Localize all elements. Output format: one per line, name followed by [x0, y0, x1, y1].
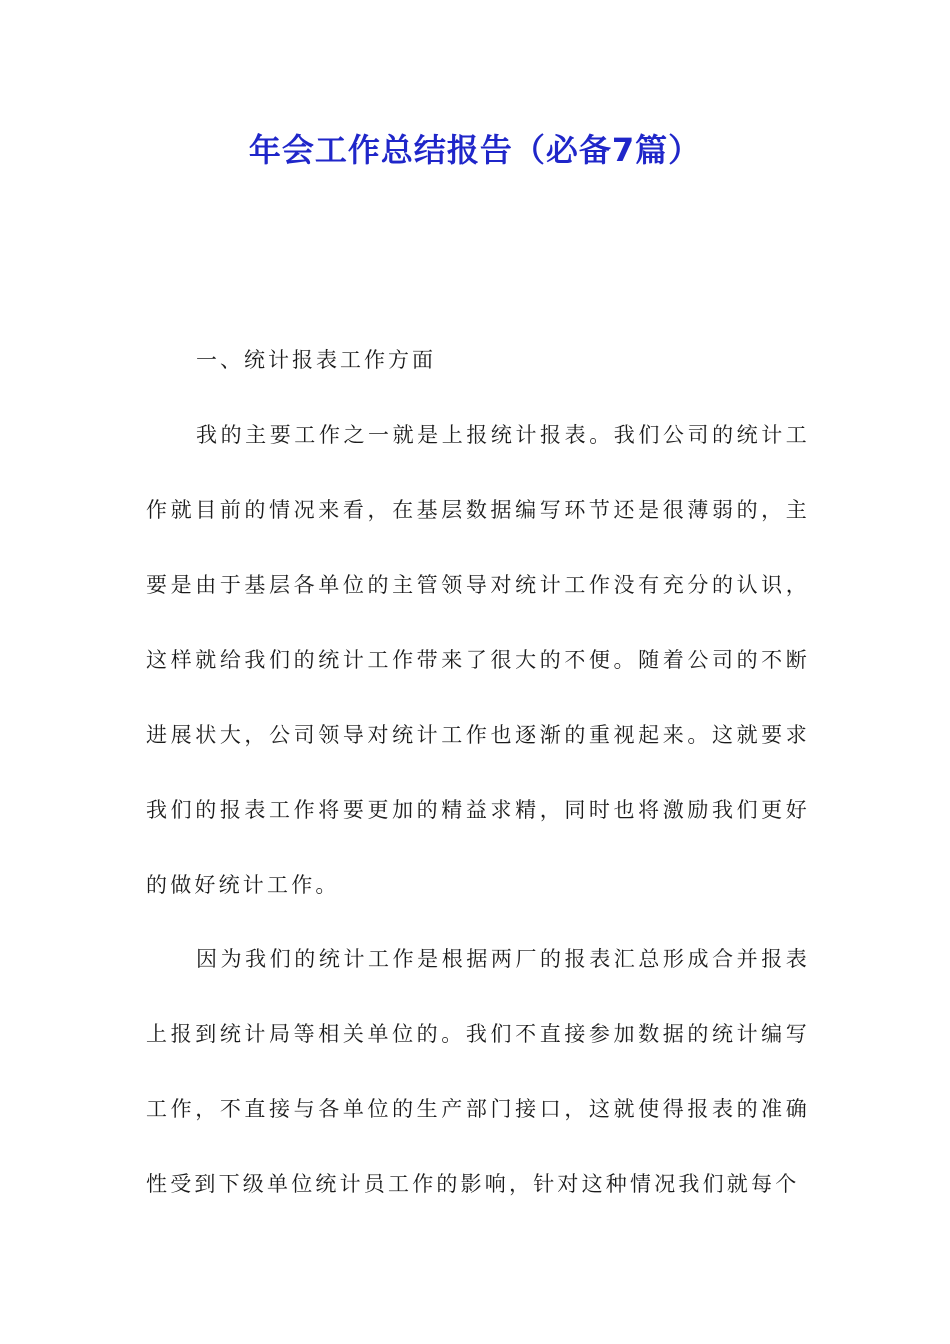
- body-paragraph-1: 我的主要工作之一就是上报统计报表。我们公司的统计工作就目前的情况来看，在基层数据编写环节还是很薄弱的，主要是由于基层各单位的主管领导对统计工作没有充分的认识，这样就给我们的统计工作带来了很大的不便。随着公司的不断进展状大，公司领导对统计工作也逐渐的重视起来。这就要求我们的报表工作将要更加的精益求精，同时也将激励我们更好的做好统计工作。: [146, 423, 810, 897]
- body-paragraph-2: 因为我们的统计工作是根据两厂的报表汇总形成合并报表上报到统计局等相关单位的。我们不直接参加数据的统计编写工作，不直接与各单位的生产部门接口，这就使得报表的准确性受到下级单位统计员工作的影响，针对这种情况我们就每个: [146, 947, 810, 1196]
- section-heading: 一、统计报表工作方面: [196, 348, 436, 372]
- document-title: 年会工作总结报告（必备7篇）: [248, 131, 702, 169]
